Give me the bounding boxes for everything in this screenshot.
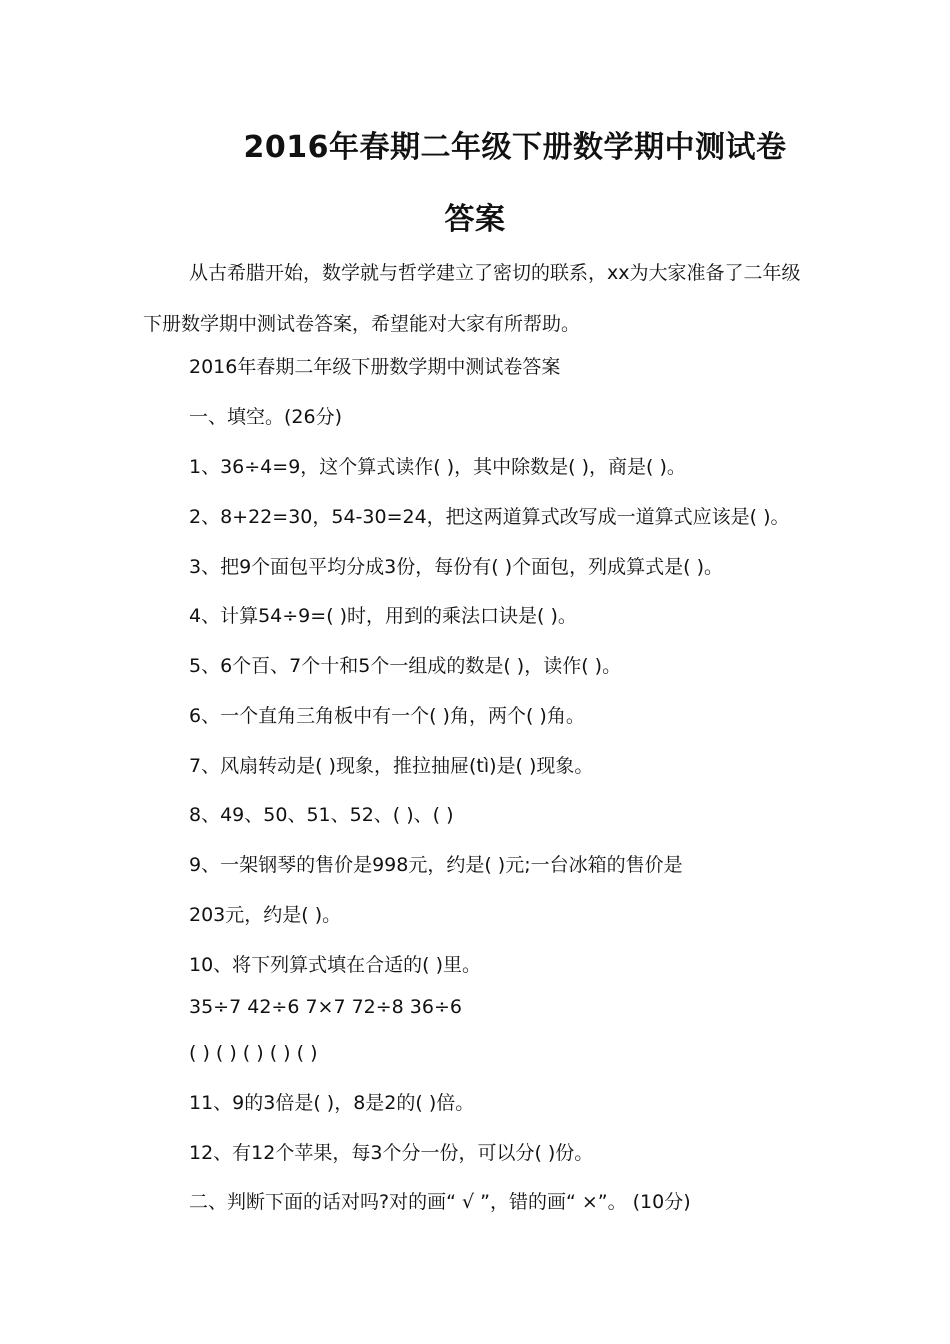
question-line: 10、将下列算式填在合适的( )里。 — [189, 954, 482, 976]
question-line: 5、6个百、7个十和5个一组成的数是( )，读作( )。 — [189, 655, 622, 677]
question-line: 2、8+22=30，54-30=24，把这两道算式改写成一道算式应该是( )。 — [189, 506, 790, 528]
section-heading-true-false: 二、判断下面的话对吗?对的画“ √ ”，错的画“ ×”。 (10分) — [189, 1191, 691, 1213]
question-line: 203元，约是( )。 — [189, 904, 342, 926]
blank-row: ( ) ( ) ( ) ( ) ( ) — [189, 1042, 318, 1064]
document-title: 2016年春期二年级下册数学期中测试卷 — [243, 130, 787, 165]
question-line: 6、一个直角三角板中有一个( )角，两个( )角。 — [189, 705, 585, 727]
question-line: 12、有12个苹果，每3个分一份，可以分( )份。 — [189, 1142, 594, 1164]
intro-paragraph: 从古希腊开始，数学就与哲学建立了密切的联系，xx为大家准备了二年级下册数学期中测试卷答案，希望能对大家有所帮助。 — [143, 262, 801, 335]
section-heading-fill-blank: 一、填空。(26分) — [189, 406, 343, 428]
question-line: 8、49、50、51、52、( )、( ) — [189, 804, 454, 826]
question-line: 3、把9个面包平均分成3份，每份有( )个面包，列成算式是( )。 — [189, 556, 723, 578]
expression-row: 35÷7 42÷6 7×7 72÷8 36÷6 — [189, 996, 462, 1018]
document-title-continued: 答案 — [444, 202, 506, 237]
question-line: 9、一架钢琴的售价是998元，约是( )元;一台冰箱的售价是 — [189, 854, 683, 876]
question-line: 7、风扇转动是( )现象，推拉抽屉(tì)是( )现象。 — [189, 755, 594, 777]
question-line: 11、9的3倍是( )，8是2的( )倍。 — [189, 1092, 475, 1114]
question-line: 4、计算54÷9=( )时，用到的乘法口诀是( )。 — [189, 605, 577, 627]
question-line: 1、36÷4=9，这个算式读作( )，其中除数是( )，商是( )。 — [189, 456, 686, 478]
subtitle-line: 2016年春期二年级下册数学期中测试卷答案 — [189, 356, 561, 378]
